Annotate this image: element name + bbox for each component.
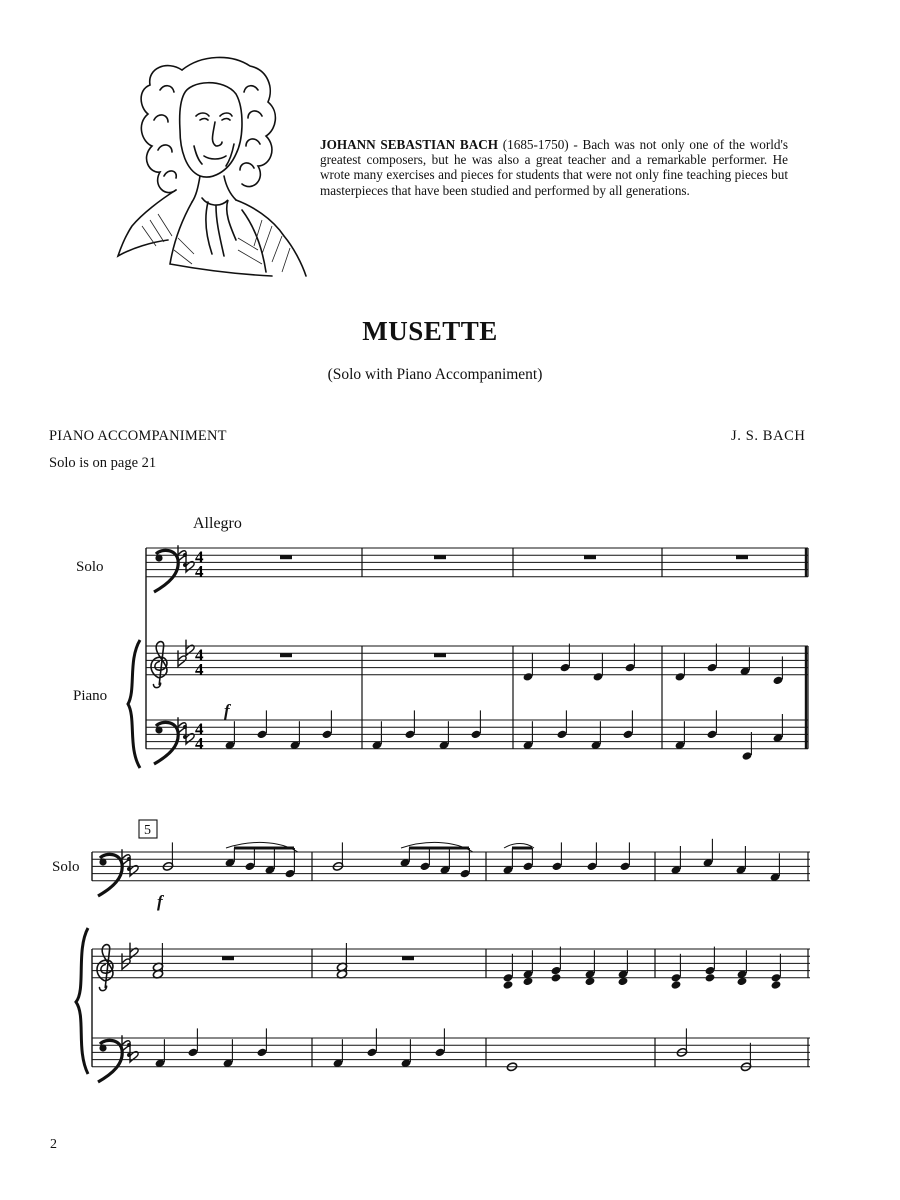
dynamic-forte-piano: f <box>224 701 230 720</box>
whole-rest <box>434 653 446 657</box>
treble-clef <box>97 945 113 991</box>
piece-subtitle: (Solo with Piano Accompaniment) <box>327 366 543 383</box>
bass-clef <box>98 1040 131 1082</box>
bass-clef <box>154 550 187 592</box>
time-signature-bottom: 4 <box>195 659 204 679</box>
time-signature-top: 4 <box>195 719 204 739</box>
whole-rest <box>736 555 748 559</box>
whole-rest <box>280 653 292 657</box>
treble-clef <box>151 642 167 688</box>
bass-clef <box>98 854 131 896</box>
whole-rest <box>584 555 596 559</box>
time-signature-top: 4 <box>195 645 204 665</box>
chord-note <box>670 980 681 990</box>
whole-rest <box>280 555 292 559</box>
piano-brace-2 <box>76 928 88 1074</box>
whole-rest <box>434 555 446 559</box>
chord-note <box>770 980 781 990</box>
piece-title: MUSETTE <box>362 316 498 346</box>
staff-label-solo-2: Solo <box>52 859 80 875</box>
chord-note <box>550 973 561 983</box>
solo-page-note: Solo is on page 21 <box>49 455 157 471</box>
time-signature-top: 4 <box>195 547 204 567</box>
time-signature-bottom: 4 <box>195 561 204 581</box>
bio-composer-name: JOHANN SEBASTIAN BACH <box>320 137 499 152</box>
part-label: PIANO ACCOMPANIMENT <box>49 428 227 444</box>
whole-rest <box>222 956 234 960</box>
chord-note <box>704 973 715 983</box>
whole-rest <box>402 956 414 960</box>
dynamic-forte-solo: f <box>157 892 163 911</box>
measure-number: 5 <box>144 823 151 838</box>
bio-text: (1685-1750) - Bach was not only one of the world's greatest composers, but he was also a great teacher and a remarkable performer. He wrote many exercises and pieces for students that were not only fine teaching pieces but masterpieces that have been studied and performed by all generations. <box>320 137 788 198</box>
time-signature-bottom: 4 <box>195 733 204 753</box>
staff-label-solo: Solo <box>76 559 104 575</box>
chord-note <box>502 980 513 990</box>
tempo-marking: Allegro <box>193 515 242 532</box>
page-number: 2 <box>50 1137 57 1152</box>
composer-credit: J. S. BACH <box>731 428 806 444</box>
bass-clef <box>154 722 187 764</box>
staff-label-piano: Piano <box>73 688 108 704</box>
piano-brace <box>128 640 140 768</box>
